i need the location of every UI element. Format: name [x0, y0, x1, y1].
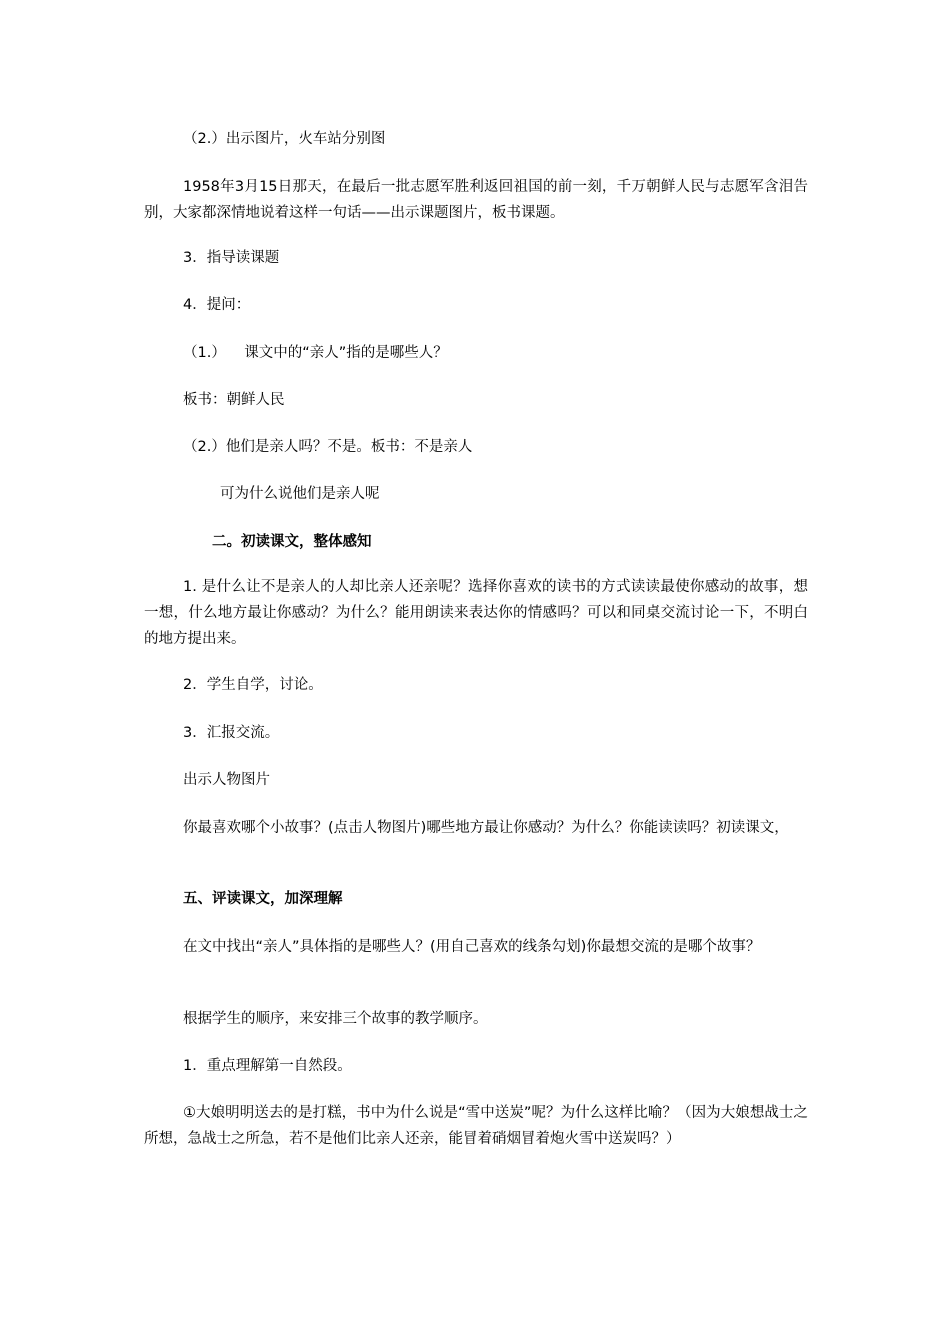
paragraph-self-study: 2．学生自学，讨论。 — [183, 677, 323, 693]
paragraph-snow-charcoal: ①大娘明明送去的是打糕，书中为什么说是“雪中送炭”呢？为什么这样比喻？（因为大娘想战士之所想，急战士之所急，若不是他们比亲人还亲，能冒着硝烟冒着炮火雪中送炭吗？） — [144, 1105, 808, 1147]
paragraph-board-korean-people: 板书：朝鲜人民 — [183, 392, 285, 408]
paragraph-show-character-pictures: 出示人物图片 — [183, 772, 270, 788]
heading-evaluate-reading: 五、评读课文，加深理解 — [183, 891, 343, 907]
paragraph-focus-first-section: 1．重点理解第一自然段。 — [183, 1058, 352, 1074]
paragraph-question-2: （2.）他们是亲人吗？不是。板书：不是亲人 — [183, 439, 473, 455]
paragraph-why-relatives: 可为什么说他们是亲人呢 — [220, 486, 380, 502]
paragraph-1958-farewell: 1958年3月15日那天，在最后一批志愿军胜利返回祖国的前一刻，千万朝鲜人民与志愿军含泪告别，大家都深情地说着这样一句话——出示课题图片，板书课题。 — [144, 179, 808, 221]
paragraph-guide-reading-title: 3．指导读课题 — [183, 250, 280, 266]
paragraph-teaching-order: 根据学生的顺序，来安排三个故事的教学顺序。 — [183, 1011, 488, 1027]
paragraph-report: 3．汇报交流。 — [183, 725, 280, 741]
paragraph-favorite-story: 你最喜欢哪个小故事？(点击人物图片)哪些地方最让你感动？为什么？你能读读吗？初读课文， — [183, 820, 789, 836]
paragraph-show-picture-station: （2.）出示图片，火车站分别图 — [183, 131, 386, 147]
paragraph-find-relatives: 在文中找出“亲人”具体指的是哪些人？(用自己喜欢的线条勾划)你最想交流的是哪个故事？ — [183, 939, 761, 955]
heading-first-reading: 二。初读课文，整体感知 — [212, 534, 372, 550]
paragraph-question-1: （1.） 课文中的“亲人”指的是哪些人？ — [183, 345, 448, 361]
paragraph-questions: 4．提问： — [183, 297, 251, 313]
paragraph-reading-task: 1. 是什么让不是亲人的人却比亲人还亲呢？选择你喜欢的读书的方式读读最使你感动的故事，想一想，什么地方最让你感动？为什么？能用朗读来表达你的情感吗？可以和同桌交流讨论一下，不明白的地方提出来。 — [144, 579, 808, 647]
